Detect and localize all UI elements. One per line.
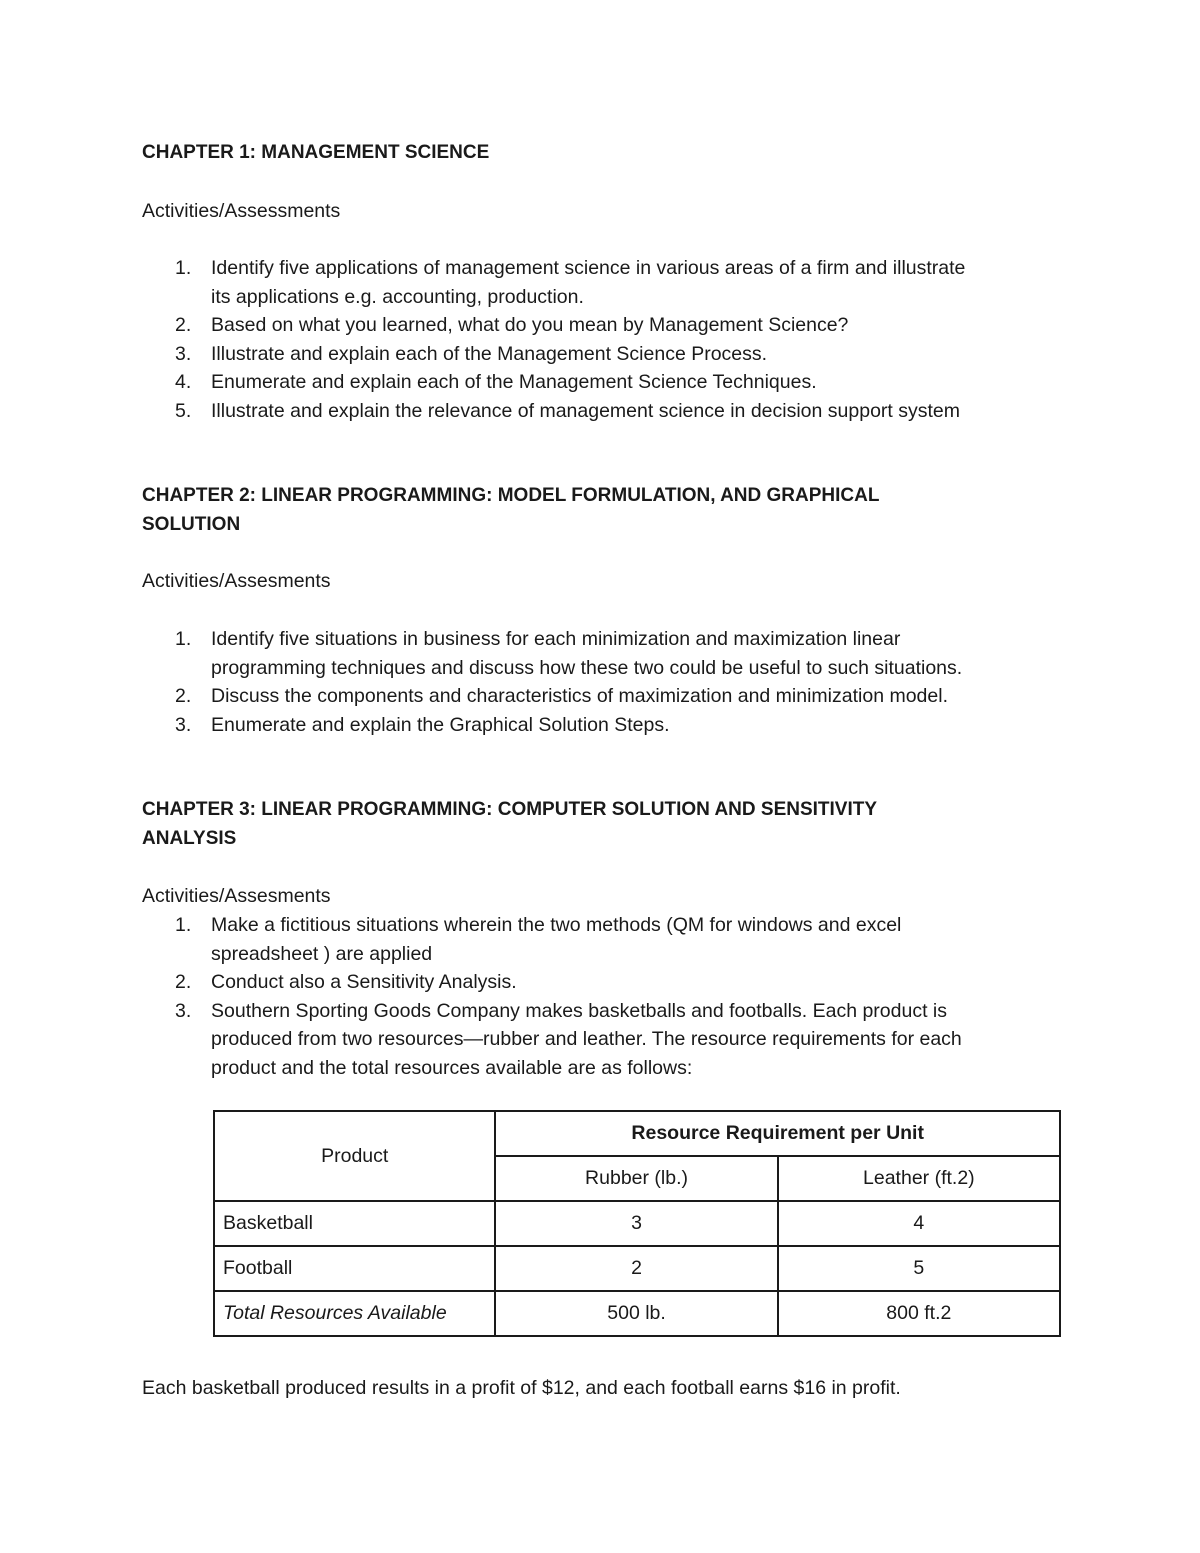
chapter-3-subheading: Activities/Assesments <box>142 885 331 907</box>
table-row <box>214 1246 1060 1291</box>
total-label-cell: Total Resources Available <box>214 1291 495 1336</box>
list-number: 5. <box>175 399 192 422</box>
list-item-text: Illustrate and explain the relevance of management science in decision support system <box>211 399 960 422</box>
list-item-text: Southern Sporting Goods Company makes basketballs and footballs. Each product is <box>211 999 948 1022</box>
list-item-text: Make a fictitious situations wherein the two methods (QM for windows and excel <box>211 914 902 936</box>
list-item <box>142 682 1062 711</box>
list-item <box>142 911 1062 968</box>
table-total-row <box>214 1291 1060 1336</box>
list-item <box>142 625 1062 682</box>
list-number: 1. <box>175 914 192 936</box>
chapter-3-heading-line: ANALYSIS <box>142 827 237 849</box>
list-number: 3. <box>175 342 192 365</box>
list-item-text: Based on what you learned, what do you mean by Management Science? <box>211 314 849 336</box>
list-number: 1. <box>175 257 192 279</box>
leather-cell: 5 <box>778 1246 1060 1291</box>
resource-requirements-table <box>213 1110 1061 1337</box>
rubber-header-cell: Rubber (lb.) <box>495 1156 777 1201</box>
total-leather-cell: 800 ft.2 <box>778 1291 1060 1336</box>
list-number: 1. <box>175 628 192 650</box>
rubber-cell: 3 <box>495 1201 777 1246</box>
chapter-1-heading: CHAPTER 1: MANAGEMENT SCIENCE <box>142 142 490 163</box>
chapter-1-list <box>142 254 1062 425</box>
product-header-cell: Product <box>214 1111 495 1201</box>
list-item <box>142 254 1062 311</box>
chapter-2-subheading: Activities/Assesments <box>142 570 331 592</box>
list-item <box>142 997 1062 1083</box>
table-row <box>214 1201 1060 1246</box>
product-cell: Basketball <box>214 1201 495 1246</box>
list-number: 2. <box>175 971 192 993</box>
list-item-text: Conduct also a Sensitivity Analysis. <box>211 971 517 993</box>
list-number: 3. <box>175 713 192 736</box>
list-item <box>142 968 1062 997</box>
list-item <box>142 397 1062 426</box>
list-item-text: Discuss the components and characteristics of maximization and minimization model. <box>211 685 948 707</box>
table-header-row <box>214 1111 1060 1156</box>
chapter-2-list <box>142 625 1062 739</box>
product-cell: Football <box>214 1246 495 1291</box>
chapter-2-heading <box>142 482 1062 539</box>
profit-statement: Each basketball produced results in a profit of $12, and each football earns $16 in profit. <box>142 1377 901 1399</box>
chapter-2-heading-line: SOLUTION <box>142 513 241 535</box>
chapter-3-heading-line: CHAPTER 3: LINEAR PROGRAMMING: COMPUTER SOLUTION AND SENSITIVITY <box>142 799 878 820</box>
list-item-text: spreadsheet ) are applied <box>211 942 433 965</box>
list-item-text: Enumerate and explain the Graphical Solution Steps. <box>211 713 670 736</box>
list-item-text: produced from two resources—rubber and leather. The resource requirements for each <box>211 1028 962 1050</box>
list-number: 2. <box>175 314 192 336</box>
list-item <box>142 711 1062 740</box>
total-rubber-cell: 500 lb. <box>495 1291 777 1336</box>
list-number: 4. <box>175 371 192 393</box>
list-item <box>142 368 1062 397</box>
list-item-text: its applications e.g. accounting, production. <box>211 285 584 308</box>
chapter-2-heading-line: CHAPTER 2: LINEAR PROGRAMMING: MODEL FORMULATION, AND GRAPHICAL <box>142 485 880 506</box>
resource-group-header-cell: Resource Requirement per Unit <box>495 1111 1060 1156</box>
rubber-cell: 2 <box>495 1246 777 1291</box>
chapter-1-subheading: Activities/Assessments <box>142 200 341 222</box>
list-number: 3. <box>175 999 192 1022</box>
chapter-3-heading <box>142 796 1062 853</box>
list-item <box>142 311 1062 340</box>
list-item-text: Identify five applications of management science in various areas of a firm and illustrate <box>211 257 966 279</box>
list-item <box>142 340 1062 369</box>
leather-header-cell: Leather (ft.2) <box>778 1156 1060 1201</box>
list-item-text: product and the total resources available are as follows: <box>211 1056 693 1079</box>
leather-cell: 4 <box>778 1201 1060 1246</box>
list-number: 2. <box>175 685 192 707</box>
list-item-text: programming techniques and discuss how these two could be useful to such situations. <box>211 656 963 679</box>
list-item-text: Identify five situations in business for each minimization and maximization linear <box>211 628 901 650</box>
list-item-text: Enumerate and explain each of the Management Science Techniques. <box>211 371 817 393</box>
chapter-3-list <box>142 911 1062 1082</box>
list-item-text: Illustrate and explain each of the Management Science Process. <box>211 342 768 365</box>
